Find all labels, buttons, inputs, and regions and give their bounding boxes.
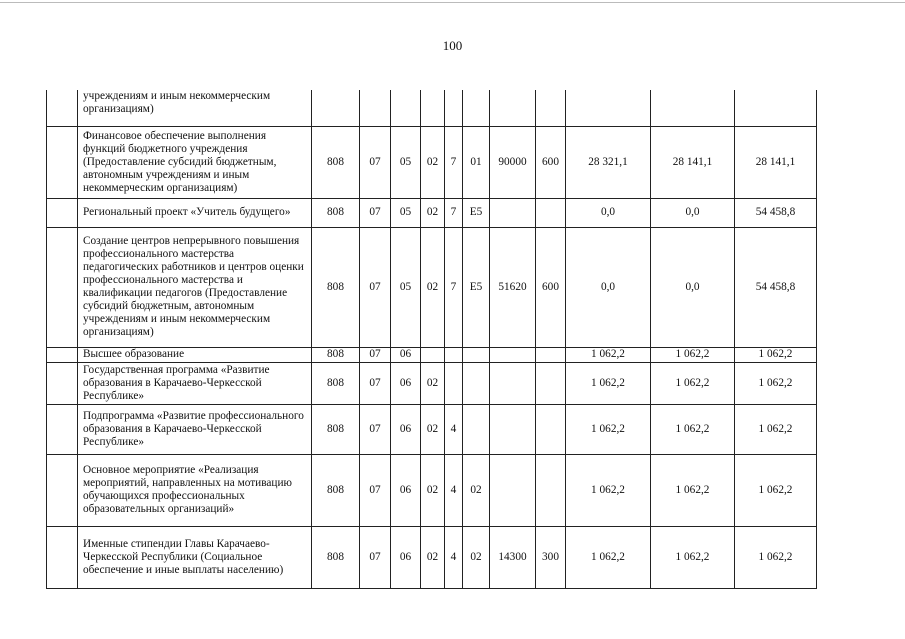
empty-cell	[47, 198, 78, 227]
cell-amount-2	[651, 90, 735, 126]
empty-cell	[47, 347, 78, 362]
cell-ministry: 808	[312, 454, 360, 526]
cell-direction: 51620	[490, 227, 536, 347]
table-row	[47, 198, 817, 227]
cell-measure	[463, 347, 490, 362]
cell-expense-type	[536, 198, 566, 227]
cell-section: 07	[360, 347, 391, 362]
cell-subprogram	[445, 347, 463, 362]
cell-amount-1: 1 062,2	[566, 404, 651, 454]
cell-expense-type: 600	[536, 227, 566, 347]
cell-amount-3: 1 062,2	[735, 454, 817, 526]
table-row	[47, 454, 817, 526]
cell-ministry: 808	[312, 404, 360, 454]
cell-amount-2: 28 141,1	[651, 126, 735, 198]
empty-cell	[47, 126, 78, 198]
cell-amount-1: 28 321,1	[566, 126, 651, 198]
table-row	[47, 404, 817, 454]
cell-amount-2: 1 062,2	[651, 454, 735, 526]
table-row	[47, 227, 817, 347]
cell-expense-type	[536, 90, 566, 126]
row-name: Основное мероприятие «Реализация мероприятий, направленных на мотивацию обучающихся профессиональных образовательных организаций»	[78, 454, 312, 526]
empty-cell	[47, 90, 78, 126]
cell-measure: 02	[463, 454, 490, 526]
table-row	[47, 347, 817, 362]
cell-amount-3	[735, 90, 817, 126]
cell-amount-3: 1 062,2	[735, 362, 817, 404]
cell-amount-1: 1 062,2	[566, 454, 651, 526]
table-row	[47, 126, 817, 198]
cell-subsection: 05	[391, 198, 421, 227]
cell-measure	[463, 90, 490, 126]
budget-table	[46, 90, 817, 589]
cell-subsection	[391, 90, 421, 126]
cell-direction	[490, 198, 536, 227]
cell-expense-type: 600	[536, 126, 566, 198]
page-number: 100	[442, 38, 463, 53]
cell-measure: 02	[463, 526, 490, 588]
cell-amount-3: 1 062,2	[735, 347, 817, 362]
cell-ministry: 808	[312, 362, 360, 404]
cell-subsection: 05	[391, 227, 421, 347]
cell-measure: Е5	[463, 198, 490, 227]
cell-amount-3: 54 458,8	[735, 227, 817, 347]
cell-section	[360, 90, 391, 126]
cell-amount-2: 1 062,2	[651, 362, 735, 404]
cell-direction	[490, 90, 536, 126]
row-name: Подпрограмма «Развитие профессионального образования в Карачаево-Черкесской Республике»	[78, 404, 312, 454]
cell-subsection: 06	[391, 526, 421, 588]
cell-subsection: 06	[391, 404, 421, 454]
cell-amount-3: 28 141,1	[735, 126, 817, 198]
cell-subsection: 06	[391, 362, 421, 404]
cell-expense-type: 300	[536, 526, 566, 588]
cell-direction	[490, 404, 536, 454]
cell-amount-3: 54 458,8	[735, 198, 817, 227]
cell-direction: 90000	[490, 126, 536, 198]
row-name: Финансовое обеспечение выполнения функций бюджетного учреждения (Предоставление субсидий бюджетным, автономным учреждениям и иным некоммерческим организациям)	[78, 126, 312, 198]
cell-amount-3: 1 062,2	[735, 404, 817, 454]
cell-section: 07	[360, 227, 391, 347]
cell-amount-2: 0,0	[651, 227, 735, 347]
row-name: Региональный проект «Учитель будущего»	[78, 198, 312, 227]
cell-subsection: 06	[391, 454, 421, 526]
cell-amount-2: 0,0	[651, 198, 735, 227]
cell-program: 02	[421, 404, 445, 454]
cell-amount-1: 1 062,2	[566, 526, 651, 588]
cell-program: 02	[421, 227, 445, 347]
cell-amount-1	[566, 90, 651, 126]
table-row	[47, 362, 817, 404]
cell-ministry: 808	[312, 198, 360, 227]
cell-program: 02	[421, 362, 445, 404]
cell-subprogram	[445, 362, 463, 404]
cell-amount-1: 0,0	[566, 227, 651, 347]
cell-section: 07	[360, 526, 391, 588]
cell-program	[421, 90, 445, 126]
cell-amount-1: 1 062,2	[566, 347, 651, 362]
cell-amount-1: 0,0	[566, 198, 651, 227]
cell-direction: 14300	[490, 526, 536, 588]
cell-subprogram: 4	[445, 526, 463, 588]
cell-measure	[463, 362, 490, 404]
cell-amount-2: 1 062,2	[651, 347, 735, 362]
cell-ministry: 808	[312, 526, 360, 588]
row-name: учреждениям и иным некоммерческим организациям)	[78, 90, 312, 126]
empty-cell	[47, 404, 78, 454]
cell-program: 02	[421, 454, 445, 526]
cell-ministry: 808	[312, 347, 360, 362]
cell-subprogram: 7	[445, 198, 463, 227]
cell-subprogram: 7	[445, 227, 463, 347]
empty-cell	[47, 362, 78, 404]
cell-ministry: 808	[312, 227, 360, 347]
cell-direction	[490, 347, 536, 362]
row-name: Высшее образование	[78, 347, 312, 362]
empty-cell	[47, 227, 78, 347]
page-top-edge	[0, 2, 905, 3]
cell-section: 07	[360, 362, 391, 404]
cell-direction	[490, 362, 536, 404]
cell-section: 07	[360, 198, 391, 227]
table-row	[47, 90, 817, 126]
cell-program: 02	[421, 198, 445, 227]
cell-measure: Е5	[463, 227, 490, 347]
cell-section: 07	[360, 454, 391, 526]
empty-cell	[47, 454, 78, 526]
cell-subsection: 06	[391, 347, 421, 362]
row-name: Государственная программа «Развитие образования в Карачаево-Черкесской Республике»	[78, 362, 312, 404]
cell-expense-type	[536, 362, 566, 404]
cell-program	[421, 347, 445, 362]
cell-expense-type	[536, 347, 566, 362]
cell-program: 02	[421, 526, 445, 588]
cell-amount-2: 1 062,2	[651, 526, 735, 588]
row-name: Создание центров непрерывного повышения профессионального мастерства педагогических работников и центров оценки профессионального мастерства и квалификации педагогов (Предоставление субсидий бюджетным, автономным учреждениям и иным некоммерческим организациям)	[78, 227, 312, 347]
cell-amount-2: 1 062,2	[651, 404, 735, 454]
cell-program: 02	[421, 126, 445, 198]
cell-subsection: 05	[391, 126, 421, 198]
empty-cell	[47, 526, 78, 588]
cell-expense-type	[536, 454, 566, 526]
row-name: Именные стипендии Главы Карачаево-Черкесской Республики (Социальное обеспечение и иные выплаты населению)	[78, 526, 312, 588]
cell-ministry: 808	[312, 126, 360, 198]
cell-ministry	[312, 90, 360, 126]
cell-subprogram: 7	[445, 126, 463, 198]
cell-measure	[463, 404, 490, 454]
table-row	[47, 526, 817, 588]
cell-amount-1: 1 062,2	[566, 362, 651, 404]
cell-measure: 01	[463, 126, 490, 198]
cell-amount-3: 1 062,2	[735, 526, 817, 588]
cell-expense-type	[536, 404, 566, 454]
cell-section: 07	[360, 404, 391, 454]
cell-direction	[490, 454, 536, 526]
cell-section: 07	[360, 126, 391, 198]
cell-subprogram: 4	[445, 404, 463, 454]
cell-subprogram	[445, 90, 463, 126]
cell-subprogram: 4	[445, 454, 463, 526]
